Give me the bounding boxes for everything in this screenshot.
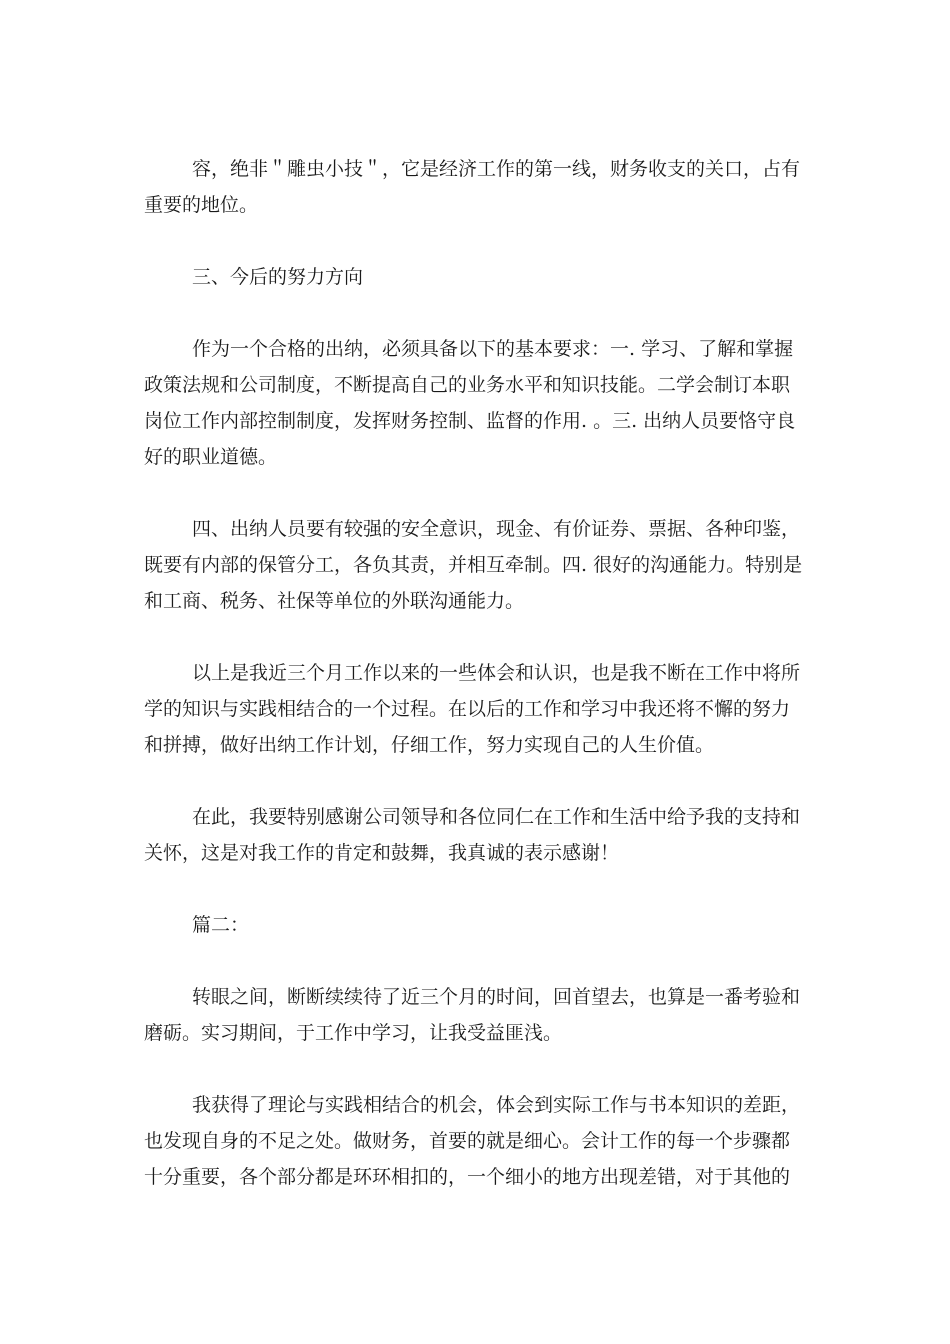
- paragraph-line: 政策法规和公司制度，不断提高自己的业务水平和知识技能。二学会制订本职: [144, 374, 791, 396]
- chapter-heading-text: 篇二：: [192, 914, 250, 936]
- paragraph-line: 既要有内部的保管分工，各负其责，并相互牵制。四. 很好的沟通能力。特别是: [144, 554, 803, 576]
- paragraph-line: 十分重要，各个部分都是环环相扣的，一个细小的地方出现差错，对于其他的: [144, 1166, 791, 1188]
- paragraph-thanks: [144, 799, 814, 871]
- document-body: [144, 151, 814, 1231]
- paragraph-line: 关怀，这是对我工作的肯定和鼓舞，我真诚的表示感谢！: [144, 842, 620, 864]
- paragraph-line: 学的知识与实践相结合的一个过程。在以后的工作和学习中我还将不懈的努力: [144, 698, 791, 720]
- paragraph-line: 四、出纳人员要有较强的安全意识，现金、有价证券、票据、各种印鉴，: [192, 518, 801, 540]
- paragraph-line: 好的职业道德。: [144, 446, 278, 468]
- paragraph-line: 磨砺。实习期间，于工作中学习，让我受益匪浅。: [144, 1022, 563, 1044]
- paragraph-continuation: [144, 151, 814, 223]
- chapter-heading: [144, 907, 814, 943]
- paragraph-requirements: [144, 331, 814, 475]
- paragraph-line: 也发现自身的不足之处。做财务，首要的就是细心。会计工作的每一个步骤都: [144, 1130, 791, 1152]
- paragraph-line: 容，绝非＂雕虫小技＂，它是经济工作的第一线，财务收支的关口，占有: [192, 158, 801, 180]
- paragraph-line: 重要的地位。: [144, 194, 259, 216]
- paragraph-line: 以上是我近三个月工作以来的一些体会和认识，也是我不断在工作中将所: [192, 662, 801, 684]
- paragraph-experience: [144, 1087, 814, 1195]
- paragraph-line: 岗位工作内部控制制度，发挥财务控制、监督的作用. 。三. 出纳人员要恪守良: [144, 410, 796, 432]
- paragraph-line: 和工商、税务、社保等单位的外联沟通能力。: [144, 590, 525, 612]
- section-heading-text: 三、今后的努力方向: [192, 266, 364, 288]
- paragraph-line: 转眼之间，断断续续待了近三个月的时间，回首望去，也算是一番考验和: [192, 986, 801, 1008]
- paragraph-line: 在此，我要特别感谢公司领导和各位同仁在工作和生活中给予我的支持和: [192, 806, 801, 828]
- paragraph-line: 和拼搏，做好出纳工作计划，仔细工作，努力实现自己的人生价值。: [144, 734, 715, 756]
- paragraph-intro: [144, 979, 814, 1051]
- paragraph-summary: [144, 655, 814, 763]
- paragraph-line: 我获得了理论与实践相结合的机会，体会到实际工作与书本知识的差距，: [192, 1094, 801, 1116]
- section-heading: [144, 259, 814, 295]
- paragraph-line: 作为一个合格的出纳，必须具备以下的基本要求：一. 学习、了解和掌握: [192, 338, 794, 360]
- paragraph-safety: [144, 511, 814, 619]
